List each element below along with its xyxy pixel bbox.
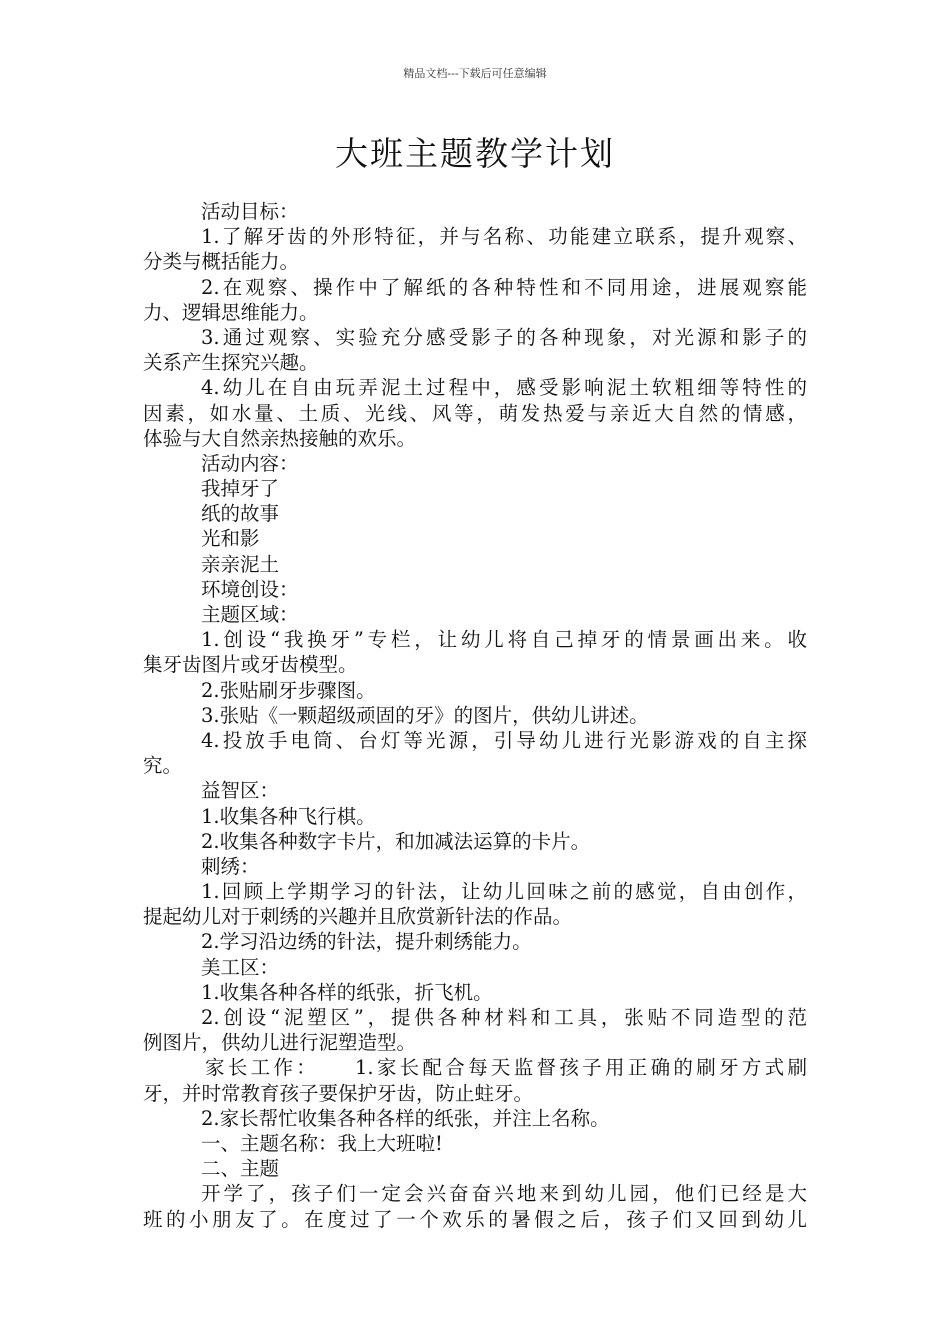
body-line: 2.创设“泥塑区”，提供各种材料和工具，张贴不同造型的范 [201,1006,807,1029]
body-line: 分类与概括能力。 [143,250,300,274]
body-line: 1.收集各种飞行棋。 [201,804,376,828]
body-line: 1.收集各种各样的纸张，折飞机。 [201,980,493,1004]
body-line: 班的小朋友了。在度过了一个欢乐的暑假之后，孩子们又回到幼儿 [143,1207,807,1231]
body-line: 2.张贴刷牙步骤图。 [201,678,376,702]
body-line: 1.回顾上学期学习的针法，让幼儿回味之前的感觉，自由创作， [201,880,807,904]
section-heading: 活动内容： [201,451,299,475]
list-item: 我掉牙了 [201,477,280,501]
body-line: 家长工作： 1.家长配合每天监督孩子用正确的刷牙方式刷 [205,1056,807,1080]
body-line: 1.创设“我换牙”专栏，让幼儿将自己掉牙的情景画出来。收 [201,628,807,652]
section-heading: 益智区： [201,779,280,803]
body-line: 关系产生探究兴趣。 [143,351,319,375]
document-body [143,199,807,1232]
body-line: 究。 [143,754,183,778]
body-line: 3.张贴《一颗超级顽固的牙》的图片，供幼儿讲述。 [201,703,649,727]
body-line: 4.幼儿在自由玩弄泥土过程中，感受影响泥土软粗细等特性的 [201,376,807,400]
body-line: 提起幼儿对于刺绣的兴趣并且欣赏新针法的作品。 [143,905,573,929]
body-line: 例图片，供幼儿进行泥塑造型。 [143,1031,417,1055]
body-line: 3.通过观察、实验充分感受影子的各种现象，对光源和影子的 [201,325,807,349]
body-line: 2.学习沿边绣的针法，提升刺绣能力。 [201,930,532,954]
header-note: 精品文档---下载后可任意编辑 [403,67,547,80]
body-line: 体验与大自然亲热接触的欢乐。 [143,426,417,450]
section-heading: 刺绣： [201,854,260,878]
section-heading: 二、主题 [201,1157,280,1181]
document-title: 大班主题教学计划 [335,134,615,173]
section-heading: 环境创设： [201,577,299,601]
section-heading: 美工区： [201,955,280,979]
body-line: 力、逻辑思维能力。 [143,300,319,324]
body-line: 2.家长帮忙收集各种各样的纸张，并注上名称。 [201,1106,610,1130]
list-item: 纸的故事 [201,502,280,526]
list-item: 亲亲泥土 [201,552,280,576]
body-line: 2.收集各种数字卡片，和加减法运算的卡片。 [201,829,591,853]
body-line: 因素，如水量、土质、光线、风等，萌发热爱与亲近大自然的情感， [143,401,807,425]
list-item: 光和影 [201,527,260,551]
body-line: 集牙齿图片或牙齿模型。 [143,653,358,677]
body-line: 开学了，孩子们一定会兴奋奋兴地来到幼儿园，他们已经是大 [201,1182,807,1206]
section-heading: 主题区域： [201,603,299,626]
section-heading: 一、主题名称：我上大班啦! [201,1131,443,1155]
section-heading: 活动目标： [201,200,299,223]
body-line: 2.在观察、操作中了解纸的各种特性和不同用途，进展观察能 [201,275,807,299]
body-line: 1.了解牙齿的外形特征，并与名称、功能建立联系，提升观察、 [201,225,807,249]
body-line: 牙，并时常教育孩子要保护牙齿，防止蛀牙。 [143,1081,534,1105]
body-line: 4.投放手电筒、台灯等光源，引导幼儿进行光影游戏的自主探 [201,728,807,752]
